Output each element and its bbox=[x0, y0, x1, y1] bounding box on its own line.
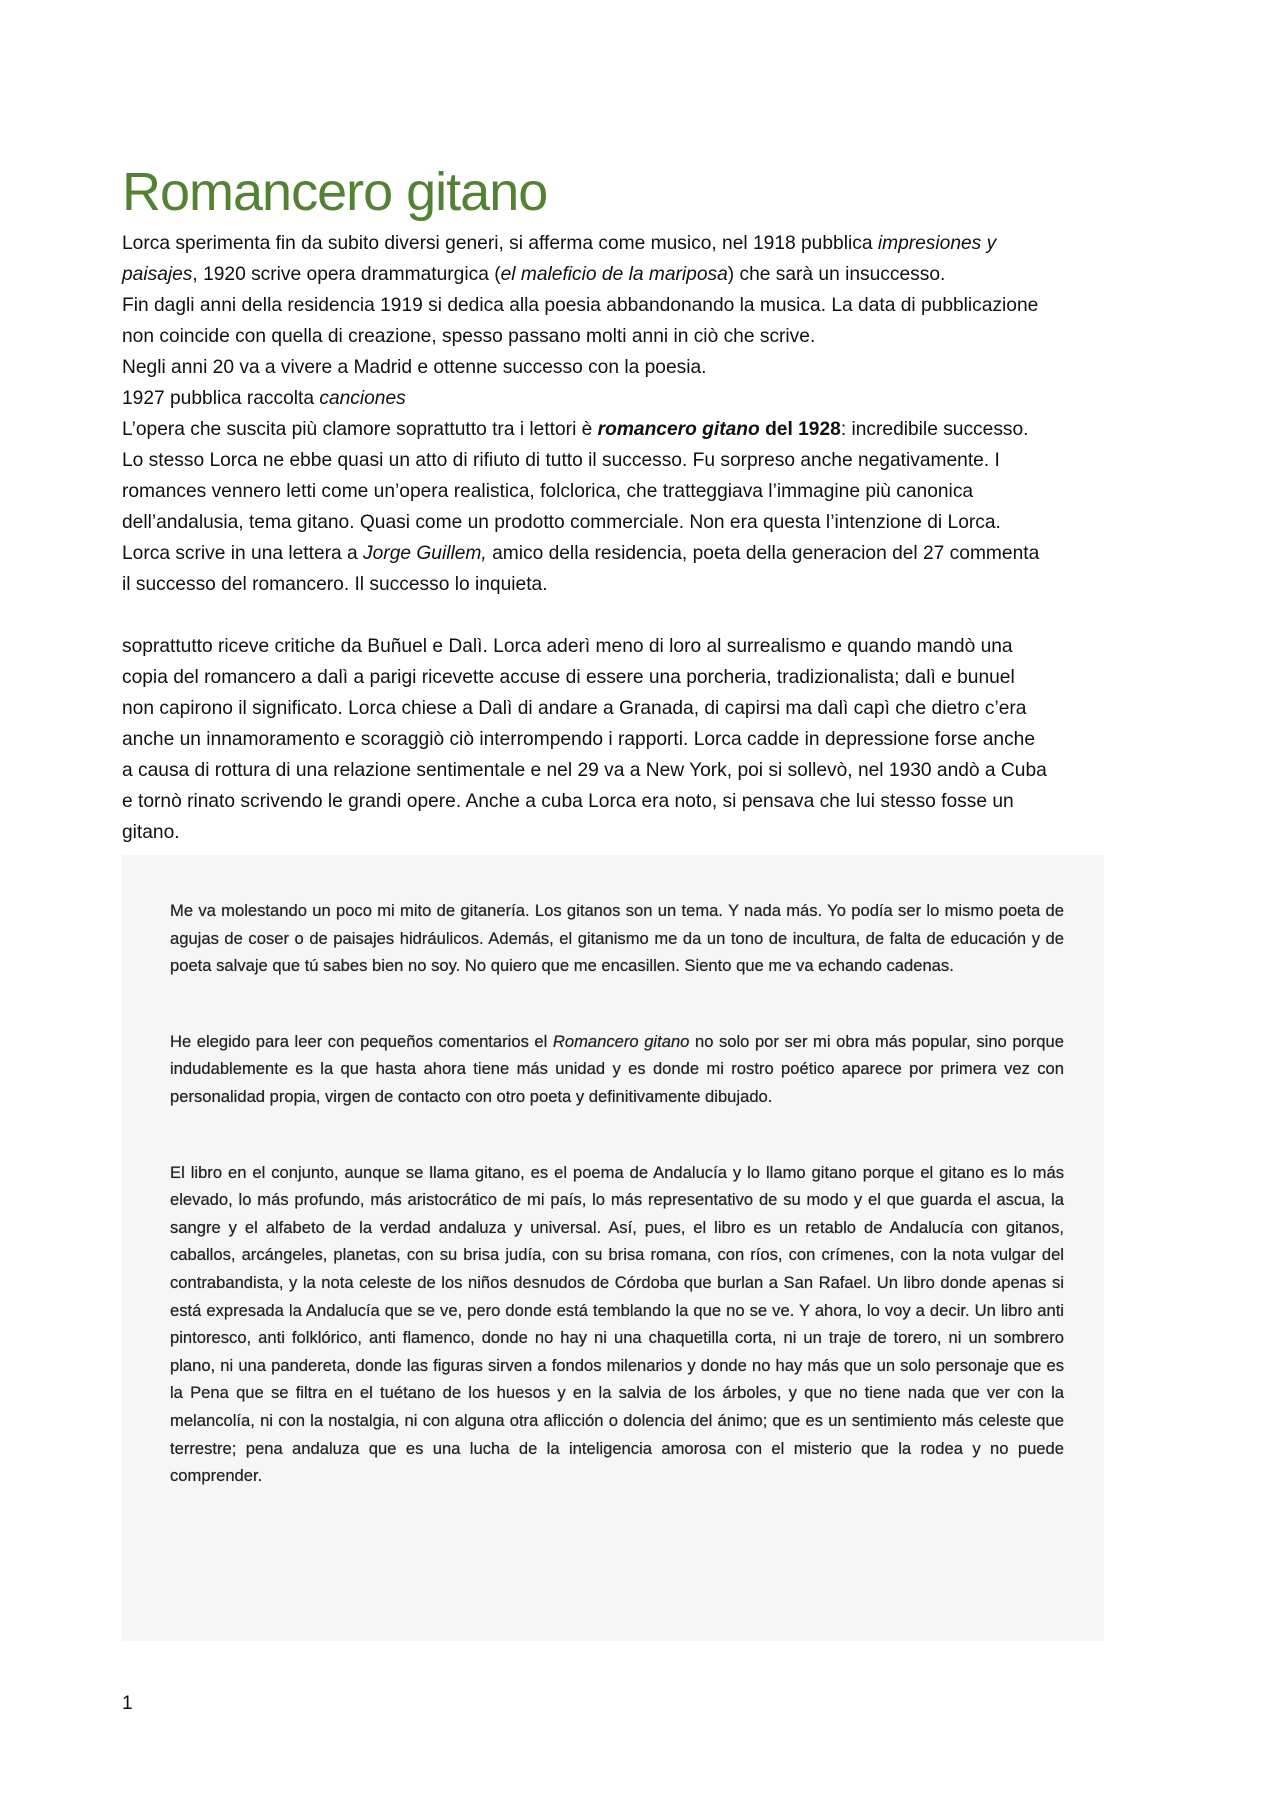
paragraph-line: non coincide con quella di creazione, spesso passano molti anni in ciò che scrive. bbox=[122, 326, 816, 347]
quoted-excerpt-image bbox=[122, 855, 1104, 1641]
page-number: 1 bbox=[122, 1693, 133, 1714]
quote-paragraph: El libro en el conjunto, aunque se llama gitano, es el poema de Andalucía y lo llamo gitano porque el gitano es lo más elevado, lo más profundo, más aristocrático de mi país, lo más representativo de su modo y el que guarda el ascua, la sangre y el alfabeto de la verdad andaluza y universal. Así, pues, el libro es un retablo de Andalucía con gitanos, caballos, arcángeles, planetas, con su brisa judía, con su brisa romana, con ríos, con crímenes, con la nota vulgar del contrabandista, y la nota celeste de los niños desnudos de Córdoba que burlan a San Rafael. Un libro donde apenas si está expresada la Andalucía que se ve, pero donde está temblando la que no se ve. Y ahora, lo voy a decir. Un libro anti pintoresco, anti folklórico, anti flamenco, donde no hay ni una chaquetilla corta, ni un traje de torero, ni un sombrero plano, ni una pandereta, donde las figuras sirven a fondos milenarios y donde no hay más que un solo personaje que es la Pena que se filtra en el tuétano de los huesos y en la salvia de los árboles, y que no tiene nada que ver con la melancolía, ni con la nostalgia, ni con alguna otra aflicción o dolencia del ánimo; que es un sentimiento más celeste que terrestre; pena andaluza que es una lucha de la inteligencia amorosa con el misterio que la rodea y no puede comprender. bbox=[170, 1162, 1064, 1486]
paragraph-line: soprattutto riceve critiche da Buñuel e Dalì. Lorca aderì meno di loro al surrealismo e quando mandò una bbox=[122, 636, 1013, 657]
paragraph-line: copia del romancero a dalì a parigi ricevette accuse di essere una porcheria, tradizionalista; dalì e bunuel bbox=[122, 667, 1015, 688]
italic-title: el maleficio de la mariposa bbox=[500, 264, 728, 285]
paragraph-line: Lo stesso Lorca ne ebbe quasi un atto di rifiuto di tutto il successo. Fu sorpreso anche negativamente. I bbox=[122, 450, 1000, 471]
quote-paragraph: He elegido para leer con pequeños comentarios el Romancero gitano no solo por ser mi obra más popular, sino porque indudablemente es la que hasta ahora tiene más unidad y es donde mi rostro poético aparece por primera vez con personalidad propia, virgen de contacto con otro poeta y definitivamente dibujado. bbox=[170, 1031, 1064, 1106]
paragraph-line: L’opera che suscita più clamore soprattutto tra i lettori è romancero gitano del 1928: incredibile successo. bbox=[122, 419, 1029, 440]
paragraph-gap bbox=[122, 600, 1167, 631]
paragraph-line: a causa di rottura di una relazione sentimentale e nel 29 va a New York, poi si sollevò, nel 1930 andò a Cuba bbox=[122, 760, 1047, 781]
paragraph-line: non capirono il significato. Lorca chiese a Dalì di andare a Granada, di capirsi ma dalì capì che dietro c’era bbox=[122, 698, 1027, 719]
paragraph-line: dell’andalusia, tema gitano. Quasi come un prodotto commerciale. Non era questa l’intenzione di Lorca. bbox=[122, 512, 1001, 533]
paragraph-line: gitano. bbox=[122, 822, 180, 843]
italic-title: impresiones y bbox=[877, 233, 997, 254]
bold-text: del 1928 bbox=[759, 419, 841, 440]
paragraph-line: Lorca sperimenta fin da subito diversi generi, si afferma come musico, nel 1918 pubblica impresiones y bbox=[122, 233, 997, 254]
paragraph-line: 1927 pubblica raccolta canciones bbox=[122, 388, 406, 409]
paragraph-line: anche un innamoramento e scoraggiò ciò interrompendo i rapporti. Lorca cadde in depressione forse anche bbox=[122, 729, 1036, 750]
italic-title: canciones bbox=[319, 388, 406, 409]
paragraph-line: Lorca scrive in una lettera a Jorge Guillem, amico della residencia, poeta della generacion del 27 commenta bbox=[122, 543, 1040, 564]
paragraph-line: il successo del romancero. Il successo lo inquieta. bbox=[122, 574, 548, 595]
paragraph-line: romances vennero letti come un’opera realistica, folclorica, che tratteggiava l’immagine più canonica bbox=[122, 481, 974, 502]
paragraph-line: Negli anni 20 va a vivere a Madrid e ottenne successo con la poesia. bbox=[122, 357, 707, 378]
bold-italic-title: romancero gitano bbox=[597, 419, 760, 440]
italic-title: Romancero gitano bbox=[552, 1031, 690, 1051]
page-title: Romancero gitano bbox=[122, 162, 548, 222]
paragraph-line: e tornò rinato scrivendo le grandi opere. Anche a cuba Lorca era noto, si pensava che lui stesso fosse un bbox=[122, 791, 1014, 812]
quote-paragraph: Me va molestando un poco mi mito de gitanería. Los gitanos son un tema. Y nada más. Yo podía ser lo mismo poeta de agujas de coser o de paisajes hidráulicos. Además, el gitanismo me da un tono de incultura, de falta de educación y de poeta salvaje que tú sabes bien no soy. No quiero que me encasillen. Siento que me va echando cadenas. bbox=[170, 901, 1064, 976]
paragraph-line: paisajes, 1920 scrive opera drammaturgica (el maleficio de la mariposa) che sarà un insuccesso. bbox=[122, 264, 946, 285]
italic-title: paisajes bbox=[122, 264, 193, 285]
paragraph-line: Fin dagli anni della residencia 1919 si dedica alla poesia abbandonando la musica. La data di pubblicazione bbox=[122, 295, 1039, 316]
italic-name: Jorge Guillem, bbox=[363, 543, 487, 564]
body-text bbox=[122, 228, 1167, 848]
